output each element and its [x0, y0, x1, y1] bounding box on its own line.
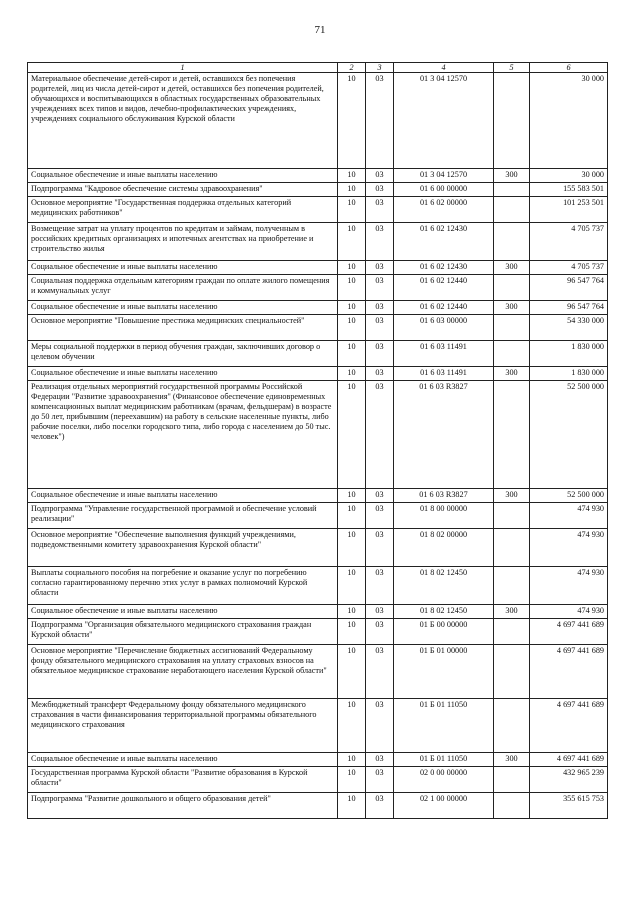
- row-name-cell: Социальное обеспечение и иные выплаты населению: [28, 605, 338, 619]
- row-name-cell: Меры социальной поддержки в период обучения граждан, заключивших договор о целевом обучении: [28, 341, 338, 367]
- expense-type-code-cell: [494, 567, 530, 605]
- target-article-code-cell: 01 6 03 R3827: [394, 381, 494, 489]
- header-cell: 2: [338, 63, 366, 73]
- subsection-code-cell: 03: [366, 341, 394, 367]
- expense-type-code-cell: [494, 503, 530, 529]
- expense-type-code-cell: [494, 529, 530, 567]
- subsection-code-cell: 03: [366, 753, 394, 767]
- row-name-cell: Основное мероприятие "Обеспечение выполнения функций учреждениями, подведомственными комитету здравоохранения Курской области": [28, 529, 338, 567]
- section-code-cell: 10: [338, 169, 366, 183]
- row-name-cell: Социальное обеспечение и иные выплаты населению: [28, 169, 338, 183]
- expense-type-code-cell: 300: [494, 489, 530, 503]
- target-article-code-cell: 01 8 02 12450: [394, 567, 494, 605]
- row-name-cell: Социальная поддержка отдельным категориям граждан по оплате жилого помещения и коммунальных услуг: [28, 275, 338, 301]
- section-code-cell: 10: [338, 183, 366, 197]
- target-article-code-cell: 01 8 02 12450: [394, 605, 494, 619]
- budget-table: [27, 62, 608, 819]
- subsection-code-cell: 03: [366, 261, 394, 275]
- amount-cell: 4 705 737: [530, 223, 608, 261]
- header-cell: 6: [530, 63, 608, 73]
- subsection-code-cell: 03: [366, 183, 394, 197]
- row-name-cell: Подпрограмма "Развитие дошкольного и общего образования детей": [28, 793, 338, 819]
- subsection-code-cell: 03: [366, 619, 394, 645]
- amount-cell: 4 697 441 689: [530, 753, 608, 767]
- section-code-cell: 10: [338, 275, 366, 301]
- table-row: [28, 169, 608, 183]
- subsection-code-cell: 03: [366, 223, 394, 261]
- subsection-code-cell: 03: [366, 793, 394, 819]
- table-row: [28, 503, 608, 529]
- table-row: [28, 315, 608, 341]
- expense-type-code-cell: 300: [494, 753, 530, 767]
- expense-type-code-cell: [494, 223, 530, 261]
- table-row: [28, 301, 608, 315]
- amount-cell: 474 930: [530, 529, 608, 567]
- amount-cell: 355 615 753: [530, 793, 608, 819]
- section-code-cell: 10: [338, 567, 366, 605]
- row-name-cell: Межбюджетный трансферт Федеральному фонду обязательного медицинского страхования в части финансирования территориальной программы обязательного медицинского страхования: [28, 699, 338, 753]
- row-name-cell: Реализация отдельных мероприятий государственной программы Российской Федерации "Развитие здравоохранения" (Финансовое обеспечение единовременных компенсационных выплат медицинским работникам (врачам, фельдшерам) в возрасте до 50 лет, прибывшим (переехавшим) на работу в сельские населенные пункты, либо рабочие поселки, либо поселки городского типа, либо города с населением до 50 тыс. человек"): [28, 381, 338, 489]
- section-code-cell: 10: [338, 529, 366, 567]
- target-article-code-cell: 01 8 00 00000: [394, 503, 494, 529]
- page-number: 71: [314, 24, 326, 36]
- target-article-code-cell: 01 3 04 12570: [394, 169, 494, 183]
- subsection-code-cell: 03: [366, 699, 394, 753]
- header-cell: 4: [394, 63, 494, 73]
- amount-cell: 474 930: [530, 503, 608, 529]
- section-code-cell: 10: [338, 767, 366, 793]
- expense-type-code-cell: [494, 183, 530, 197]
- table-row: [28, 275, 608, 301]
- table-row: [28, 367, 608, 381]
- expense-type-code-cell: 300: [494, 605, 530, 619]
- subsection-code-cell: 03: [366, 645, 394, 699]
- expense-type-code-cell: [494, 73, 530, 169]
- row-name-cell: Подпрограмма "Организация обязательного медицинского страхования граждан Курской области": [28, 619, 338, 645]
- amount-cell: 30 000: [530, 73, 608, 169]
- target-article-code-cell: 01 6 03 11491: [394, 367, 494, 381]
- section-code-cell: 10: [338, 367, 366, 381]
- table-row: [28, 767, 608, 793]
- expense-type-code-cell: [494, 381, 530, 489]
- row-name-cell: Государственная программа Курской области "Развитие образования в Курской области": [28, 767, 338, 793]
- expense-type-code-cell: [494, 767, 530, 793]
- section-code-cell: 10: [338, 753, 366, 767]
- target-article-code-cell: 01 Б 01 00000: [394, 645, 494, 699]
- target-article-code-cell: 01 6 02 12430: [394, 223, 494, 261]
- expense-type-code-cell: [494, 197, 530, 223]
- subsection-code-cell: 03: [366, 489, 394, 503]
- row-name-cell: Подпрограмма "Кадровое обеспечение системы здравоохранения": [28, 183, 338, 197]
- target-article-code-cell: 01 Б 00 00000: [394, 619, 494, 645]
- header-cell: 3: [366, 63, 394, 73]
- section-code-cell: 10: [338, 793, 366, 819]
- table-row: [28, 381, 608, 489]
- table-row: [28, 605, 608, 619]
- section-code-cell: 10: [338, 605, 366, 619]
- table-header-row: [28, 63, 608, 73]
- section-code-cell: 10: [338, 301, 366, 315]
- section-code-cell: 10: [338, 197, 366, 223]
- target-article-code-cell: 02 0 00 00000: [394, 767, 494, 793]
- amount-cell: 52 500 000: [530, 381, 608, 489]
- row-name-cell: Социальное обеспечение и иные выплаты населению: [28, 489, 338, 503]
- subsection-code-cell: 03: [366, 367, 394, 381]
- expense-type-code-cell: [494, 619, 530, 645]
- header-cell: 5: [494, 63, 530, 73]
- amount-cell: 30 000: [530, 169, 608, 183]
- target-article-code-cell: 01 6 00 00000: [394, 183, 494, 197]
- table-row: [28, 645, 608, 699]
- amount-cell: 474 930: [530, 567, 608, 605]
- expense-type-code-cell: 300: [494, 169, 530, 183]
- subsection-code-cell: 03: [366, 605, 394, 619]
- row-name-cell: Социальное обеспечение и иные выплаты населению: [28, 301, 338, 315]
- row-name-cell: Подпрограмма "Управление государственной программой и обеспечение условий реализации": [28, 503, 338, 529]
- row-name-cell: Социальное обеспечение и иные выплаты населению: [28, 367, 338, 381]
- amount-cell: 96 547 764: [530, 275, 608, 301]
- amount-cell: 1 830 000: [530, 341, 608, 367]
- subsection-code-cell: 03: [366, 767, 394, 793]
- amount-cell: 4 697 441 689: [530, 619, 608, 645]
- target-article-code-cell: 01 6 02 12440: [394, 301, 494, 315]
- subsection-code-cell: 03: [366, 503, 394, 529]
- section-code-cell: 10: [338, 619, 366, 645]
- row-name-cell: Социальное обеспечение и иные выплаты населению: [28, 753, 338, 767]
- expense-type-code-cell: [494, 315, 530, 341]
- expense-type-code-cell: 300: [494, 301, 530, 315]
- target-article-code-cell: 01 6 02 00000: [394, 197, 494, 223]
- target-article-code-cell: 01 6 03 11491: [394, 341, 494, 367]
- table-row: [28, 619, 608, 645]
- row-name-cell: Выплаты социального пособия на погребение и оказание услуг по погребению согласно гарантированному перечню этих услуг в рамках полномочий Курской области: [28, 567, 338, 605]
- subsection-code-cell: 03: [366, 315, 394, 341]
- subsection-code-cell: 03: [366, 169, 394, 183]
- section-code-cell: 10: [338, 489, 366, 503]
- table-row: [28, 793, 608, 819]
- amount-cell: 4 705 737: [530, 261, 608, 275]
- section-code-cell: 10: [338, 261, 366, 275]
- amount-cell: 432 965 239: [530, 767, 608, 793]
- target-article-code-cell: 01 6 03 00000: [394, 315, 494, 341]
- section-code-cell: 10: [338, 223, 366, 261]
- table-row: [28, 341, 608, 367]
- table-row: [28, 197, 608, 223]
- target-article-code-cell: 01 6 02 12440: [394, 275, 494, 301]
- subsection-code-cell: 03: [366, 197, 394, 223]
- section-code-cell: 10: [338, 73, 366, 169]
- row-name-cell: Основное мероприятие "Повышение престижа медицинских специальностей": [28, 315, 338, 341]
- section-code-cell: 10: [338, 315, 366, 341]
- section-code-cell: 10: [338, 645, 366, 699]
- target-article-code-cell: 01 Б 01 11050: [394, 699, 494, 753]
- table-row: [28, 489, 608, 503]
- expense-type-code-cell: [494, 341, 530, 367]
- target-article-code-cell: 02 1 00 00000: [394, 793, 494, 819]
- subsection-code-cell: 03: [366, 275, 394, 301]
- amount-cell: 54 330 000: [530, 315, 608, 341]
- expense-type-code-cell: [494, 645, 530, 699]
- table-row: [28, 261, 608, 275]
- amount-cell: 4 697 441 689: [530, 645, 608, 699]
- expense-type-code-cell: 300: [494, 367, 530, 381]
- target-article-code-cell: 01 Б 01 11050: [394, 753, 494, 767]
- target-article-code-cell: 01 3 04 12570: [394, 73, 494, 169]
- table-row: [28, 183, 608, 197]
- row-name-cell: Основное мероприятие "Перечисление бюджетных ассигнований Федеральному фонду обязательного медицинского страхования на уплату страховых взносов на обязательное медицинское страхование неработающего населения Курской области": [28, 645, 338, 699]
- amount-cell: 4 697 441 689: [530, 699, 608, 753]
- subsection-code-cell: 03: [366, 529, 394, 567]
- row-name-cell: Возмещение затрат на уплату процентов по кредитам и займам, полученным в российских кредитных организациях и ипотечных агентствах на приобретение и строительство жилья: [28, 223, 338, 261]
- section-code-cell: 10: [338, 381, 366, 489]
- subsection-code-cell: 03: [366, 73, 394, 169]
- amount-cell: 96 547 764: [530, 301, 608, 315]
- row-name-cell: Материальное обеспечение детей-сирот и детей, оставшихся без попечения родителей, лиц из числа детей-сирот и детей, оставшихся без попечения родителей, обучающихся и воспитывающихся в областных государственных образовательных учреждениях всех типов и видов, лечебно-профилактических учреждениях, учреждениях социального обслуживания Курской области: [28, 73, 338, 169]
- expense-type-code-cell: [494, 275, 530, 301]
- section-code-cell: 10: [338, 341, 366, 367]
- subsection-code-cell: 03: [366, 567, 394, 605]
- expense-type-code-cell: 300: [494, 261, 530, 275]
- amount-cell: 1 830 000: [530, 367, 608, 381]
- table-row: [28, 73, 608, 169]
- table-row: [28, 699, 608, 753]
- subsection-code-cell: 03: [366, 301, 394, 315]
- expense-type-code-cell: [494, 699, 530, 753]
- amount-cell: 155 583 501: [530, 183, 608, 197]
- target-article-code-cell: 01 6 02 12430: [394, 261, 494, 275]
- target-article-code-cell: 01 8 02 00000: [394, 529, 494, 567]
- section-code-cell: 10: [338, 699, 366, 753]
- table-row: [28, 753, 608, 767]
- subsection-code-cell: 03: [366, 381, 394, 489]
- table-row: [28, 567, 608, 605]
- amount-cell: 101 253 501: [530, 197, 608, 223]
- amount-cell: 52 500 000: [530, 489, 608, 503]
- row-name-cell: Основное мероприятие "Государственная поддержка отдельных категорий медицинских работников": [28, 197, 338, 223]
- table-row: [28, 529, 608, 567]
- amount-cell: 474 930: [530, 605, 608, 619]
- table-row: [28, 223, 608, 261]
- row-name-cell: Социальное обеспечение и иные выплаты населению: [28, 261, 338, 275]
- expense-type-code-cell: [494, 793, 530, 819]
- section-code-cell: 10: [338, 503, 366, 529]
- header-cell: 1: [28, 63, 338, 73]
- target-article-code-cell: 01 6 03 R3827: [394, 489, 494, 503]
